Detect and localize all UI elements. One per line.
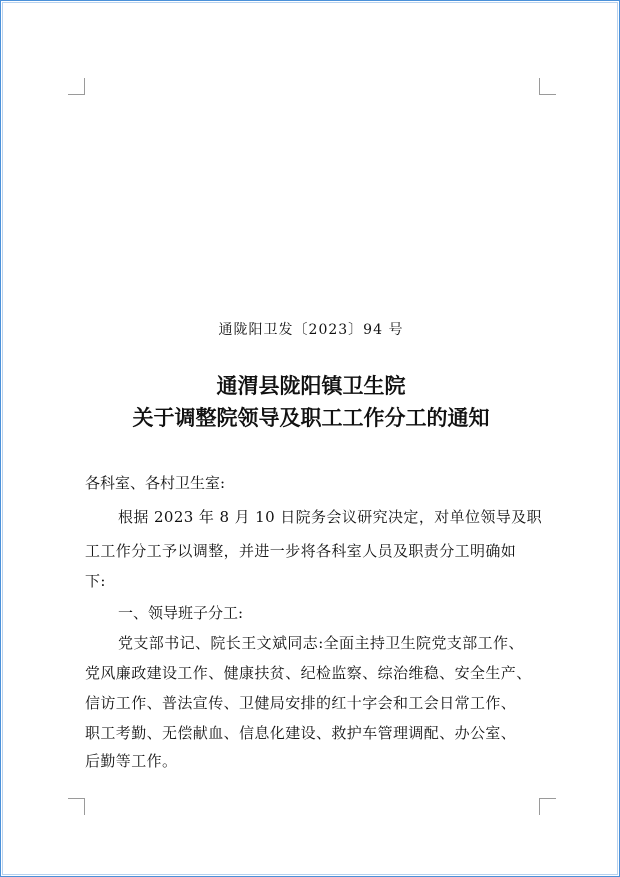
section-heading: 一、领导班子分工:: [118, 604, 244, 622]
document-title-line2: 关于调整院领导及职工工作分工的通知: [132, 405, 490, 430]
intro-line: 下:: [85, 572, 106, 590]
section-line: 职工考勤、无偿献血、信息化建设、救护车管理调配、办公室、: [85, 724, 517, 742]
margin-corner-mark: [68, 798, 85, 815]
section-line: 后勤等工作。: [85, 752, 178, 770]
section-line: 党支部书记、院长王文斌同志:全面主持卫生院党支部工作、: [118, 634, 524, 652]
section-line: 信访工作、普法宣传、卫健局安排的红十字会和工会日常工作、: [85, 694, 517, 712]
margin-corner-mark: [539, 78, 556, 95]
intro-line: 根据 2023 年 8 月 10 日院务会议研究决定，对单位领导及职: [118, 508, 543, 526]
document-number: 通陇阳卫发〔2023〕94 号: [218, 322, 404, 338]
section-line: 党风廉政建设工作、健康扶贫、纪检监察、综治维稳、安全生产、: [85, 664, 532, 682]
intro-line: 工工作分工予以调整，并进一步将各科室人员及职责分工明确如: [85, 542, 517, 560]
margin-corner-mark: [539, 798, 556, 815]
document-title-line1: 通渭县陇阳镇卫生院: [216, 373, 406, 398]
margin-corner-mark: [68, 78, 85, 95]
salutation: 各科室、各村卫生室:: [85, 474, 226, 492]
